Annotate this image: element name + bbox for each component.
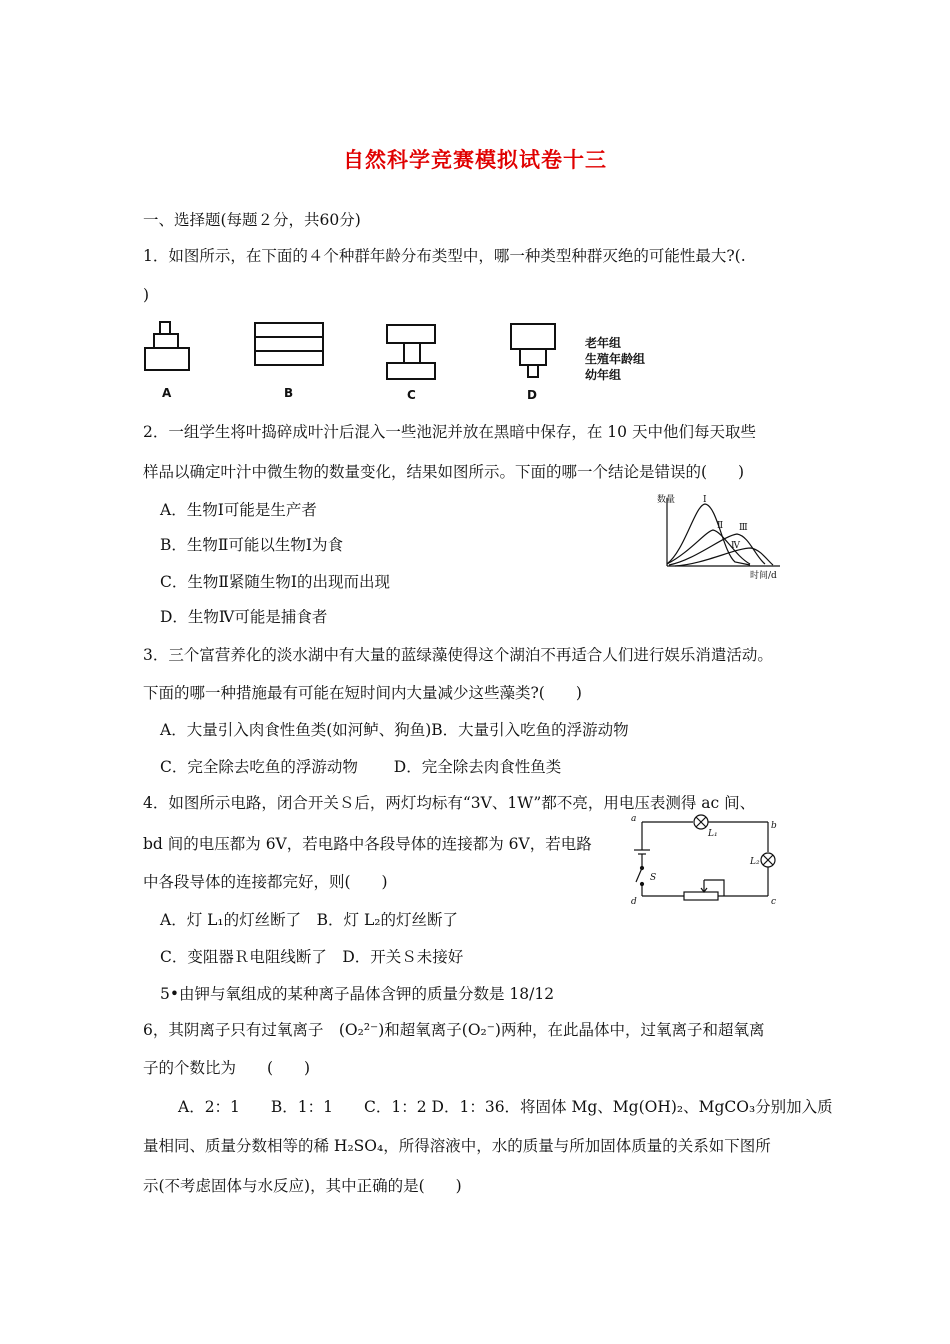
q2-option-a: A．生物Ⅰ可能是生产者	[160, 501, 317, 519]
legend-reproductive: 生殖年龄组	[585, 352, 646, 366]
q1-age-pyramid-figure	[140, 315, 680, 405]
q2-option-b: B．生物Ⅱ可能以生物Ⅰ为食	[160, 536, 344, 554]
q6-text-line5: 示(不考虑固体与水反应)，其中正确的是( )	[143, 1177, 462, 1195]
q2-text-line1: 2．一组学生将叶捣碎成叶汁后混入一些池泥并放在黑暗中保存，在 10 天中他们每天取些	[143, 423, 756, 441]
q4-text-line3: 中各段导体的连接都完好，则( )	[143, 873, 388, 891]
switch-label: S	[650, 873, 657, 883]
q6-text-line2: 子的个数比为 ( )	[143, 1059, 311, 1077]
q4-circuit-diagram	[628, 812, 783, 908]
q1-text-line1: 1．如图所示，在下面的４个种群年龄分布类型中，哪一种类型种群灭绝的可能性最大?(.	[143, 247, 746, 265]
q3-text-line1: 3．三个富营养化的淡水湖中有大量的蓝绿藻使得这个湖泊不再适合人们进行娱乐消遣活动。	[143, 646, 773, 664]
legend-young: 幼年组	[585, 368, 622, 382]
q1-text-line2: )	[143, 286, 150, 304]
curve-1-label: Ⅰ	[703, 495, 707, 505]
legend-old: 老年组	[585, 336, 622, 350]
node-c: c	[771, 897, 777, 907]
pyramid-a	[145, 322, 189, 370]
label-a: A	[162, 386, 172, 400]
label-c: C	[407, 388, 416, 402]
q5-text: 5•由钾与氧组成的某种离子晶体含钾的质量分数是 18/12	[160, 985, 555, 1003]
q4-text-line1: 4．如图所示电路，闭合开关Ｓ后，两灯均标有“3V、1W”都不亮，用电压表测得 ac 间、	[143, 794, 756, 812]
q6-text-line4: 量相同、质量分数相等的稀 H₂SO₄，所得溶液中，水的质量与所加固体质量的关系如下图所	[143, 1137, 771, 1155]
q4-options-cd: C．变阻器Ｒ电阻线断了 D．开关Ｓ未接好	[160, 948, 464, 966]
q6-text-line1: 6，其阴离子只有过氧离子 (O₂²⁻)和超氧离子(O₂⁻)两种，在此晶体中，过氧离子和超氧离	[143, 1021, 765, 1039]
q3-text-line2: 下面的哪一种措施最有可能在短时间内大量减少这些藻类?( )	[143, 684, 582, 702]
pyramid-b	[255, 323, 323, 365]
curve-4-label: Ⅳ	[731, 541, 740, 551]
q2-population-graph	[655, 490, 785, 580]
label-b: B	[284, 386, 294, 400]
node-a: a	[631, 814, 637, 824]
q2-text-line2: 样品以确定叶汁中微生物的数量变化，结果如图所示。下面的哪一个结论是错误的( )	[143, 463, 745, 481]
section-heading: 一、选择题(每题２分，共60分)	[143, 211, 361, 229]
lamp2-label: L₂	[750, 857, 760, 867]
page-title: 自然科学竞赛模拟试卷十三	[343, 148, 607, 172]
node-b: b	[771, 821, 777, 831]
q6-text-line3: A．2：1 B．1：1 C．1：2 D．1：36．将固体 Mg、Mg(OH)₂、MgCO₃分别加入质	[178, 1098, 833, 1116]
label-d: D	[527, 388, 537, 402]
q3-options-ab: A．大量引入肉食性鱼类(如河鲈、狗鱼)B．大量引入吃鱼的浮游动物	[160, 721, 629, 739]
pyramid-c	[387, 325, 435, 379]
q2-option-d: D．生物Ⅳ可能是捕食者	[160, 608, 328, 626]
q4-options-ab: A．灯 L₁的灯丝断了 B．灯 L₂的灯丝断了	[160, 911, 458, 929]
curve-2-label: Ⅱ	[717, 521, 724, 531]
q4-text-line2: bd 间的电压都为 6V，若电路中各段导体的连接都为 6V，若电路	[143, 835, 592, 853]
graph-ylabel: 数量	[657, 495, 676, 505]
q3-options-cd: C．完全除去吃鱼的浮游动物 D．完全除去肉食性鱼类	[160, 758, 562, 776]
q2-option-c: C．生物Ⅱ紧随生物Ⅰ的出现而出现	[160, 573, 391, 591]
pyramid-d	[511, 324, 555, 377]
lamp1-label: L₁	[708, 829, 718, 839]
curve-3-label: Ⅲ	[739, 523, 748, 533]
graph-xlabel: 时间/d	[750, 571, 777, 580]
node-d: d	[631, 897, 637, 907]
